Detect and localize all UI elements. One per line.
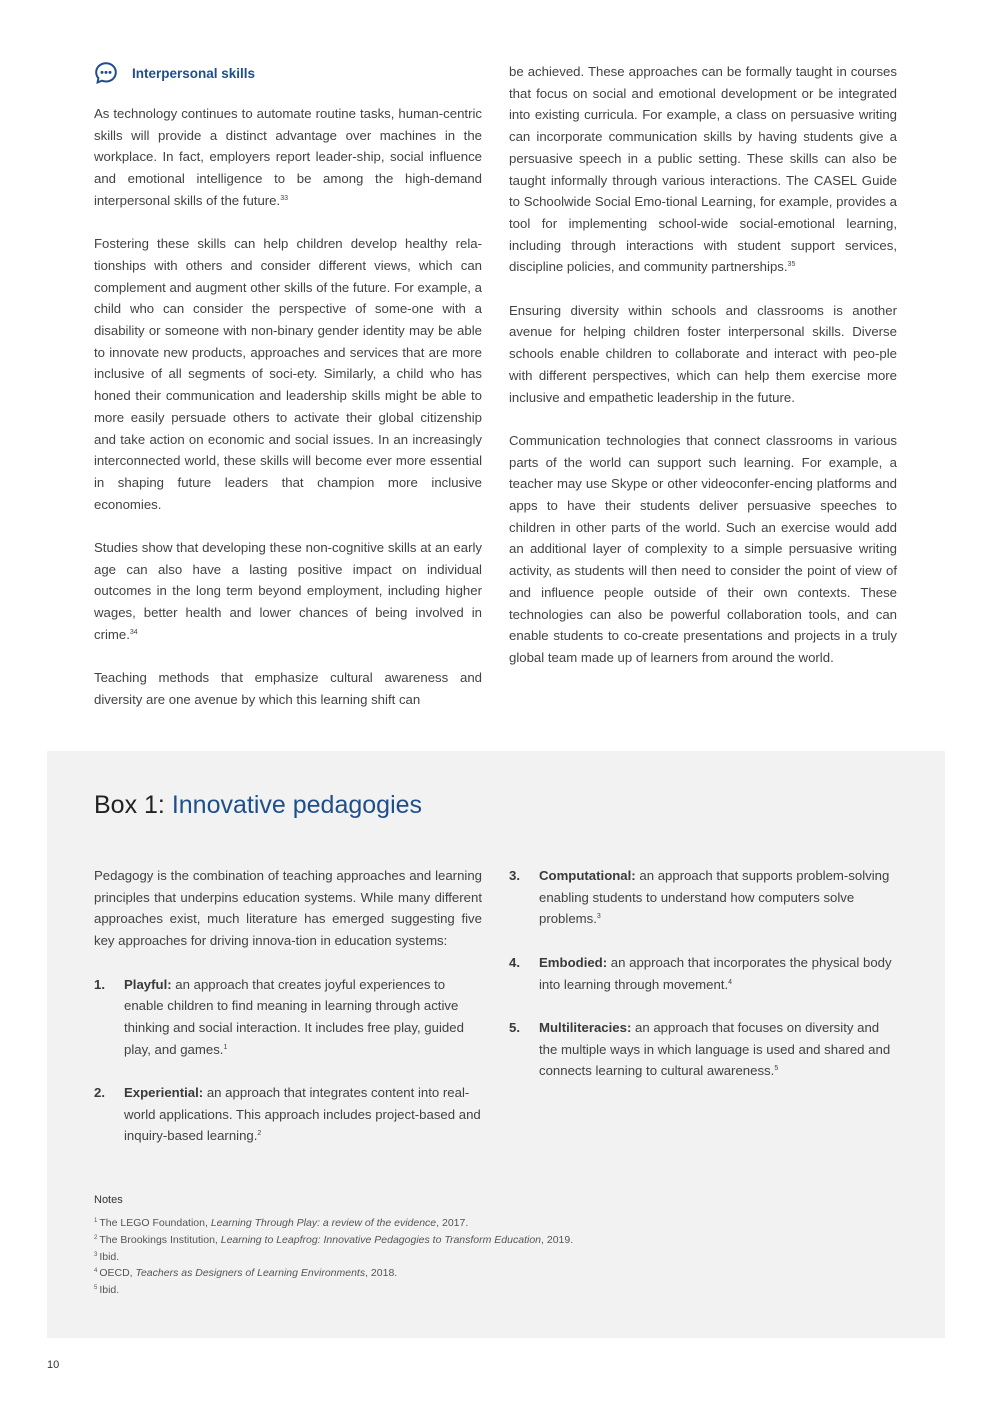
list-item: 2. Experiential: an approach that integrates content into real-world applications. This approach includes project-based and inquiry-based learning.$^2$ [94, 1085, 481, 1144]
paragraph: Teaching methods that emphasize cultural awareness and diversity are one avenue by which this learning shift can [94, 670, 482, 707]
left-column [94, 61, 482, 711]
note-item: $^2$ The Brookings Institution, Learning to Leapfrog: Innovative Pedagogies to Transform Education, 2019. [94, 1233, 574, 1246]
note-item: $^3$ Ibid. [94, 1250, 120, 1263]
list-item: 1. Playful: an approach that creates joyful experiences to enable children to find meaning in learning through active thinking and social interaction. It includes free play, guided play, and games.$^1$ [94, 976, 464, 1057]
note-item: $^4$ OECD, Teachers as Designers of Learning Environments, 2018. [94, 1267, 398, 1280]
paragraph: Fostering these skills can help children develop healthy rela-tionships with others and consider different views, which can complement and augment other skills of the future. For example, a child who can consider the perspective of some-one with a disability or someone with non-binary gender identity may be able to innovate new products, approaches and services that are more inclusive of all segments of soci-ety. Similarly, a child who has honed their communication and leadership skills might be able to more easily persuade others to activate their global citizenship and take action on economic and social issues. In an increasingly interconnected world, these skills will become ever more essential in shaping future leaders that champion more inclusive economies. [94, 236, 482, 512]
section-title: Interpersonal skills [132, 65, 256, 81]
note-item: $^5$ Ibid. [94, 1284, 120, 1297]
box-title: Box 1: Innovative pedagogies [94, 791, 423, 819]
paragraph: be achieved. These approaches can be formally taught in courses that focus on social and emotional development or be integrated into existing curricula. For example, a class on persuasive writing can incorporate communication skills by having students give a persuasive speech in a public setting. These skills can also be taught informally through various interactions. The CASEL Guide to Schoolwide Social Emo-tional Learning, for example, provides a tool for implementing school-wide social-emotional learning, including through interactions with student support services, discipline policies, and community partnerships.$^{35}$ [509, 64, 897, 275]
paragraph: Communication technologies that connect classrooms in various parts of the world can support such learning. For example, a teacher may use Skype or other videoconfer-encing platforms and apps to have their students deliver persuasive speeches to children in other parts of the world. Such an exercise would add an additional layer of complexity to a simple persuasive writing activity, as students will then need to consider the point of view of and influence people outside of their own contexts. These technologies can also be powerful collaboration tools, and can enable students to co-create presentations and projects in a truly global team made up of learners from around the world. [509, 432, 897, 665]
box-left-column [94, 865, 482, 1169]
paragraph: Ensuring diversity within schools and classrooms is another avenue for helping children foster interpersonal skills. Diverse schools enable children to collaborate and interact with peo-ple with different perspectives, which can help them exercise more inclusive and empathetic leadership in the future. [509, 302, 897, 405]
paragraph: As technology continues to automate routine tasks, human-centric skills will provide a distinct advantage over machines in the workplace. In fact, employers report leader-ship, social influence and emotional intelligence to be among the high-demand interpersonal skills of the future.$^{33}$ [94, 106, 482, 208]
right-column [509, 61, 897, 669]
note-item: $^1$ The LEGO Foundation, Learning Through Play: a review of the evidence, 2017. [94, 1217, 469, 1229]
box-right-column [509, 865, 897, 1104]
approach-list [509, 865, 897, 1082]
box-intro: Pedagogy is the combination of teaching approaches and learning principles that underpins education systems. While many different approaches exist, much literature has emerged suggesting five key approaches for driving innova-tion in education systems: [94, 868, 482, 949]
list-item: 3. Computational: an approach that supports problem-solving enabling students to understand how computers solve problems.$^3$ [509, 868, 890, 927]
speech-bubble-icon [94, 61, 118, 85]
list-item: 5. Multiliteracies: an approach that focuses on diversity and the multiple ways in which language is used and shared and connects learning to cultural awareness.$^5$ [509, 1019, 891, 1079]
paragraph: Studies show that developing these non-cognitive skills at an early age can also have a lasting positive impact on individual outcomes in the long term beyond employment, including higher wages, better health and lower chances of being involved in crime.$^{34}$ [94, 540, 482, 642]
info-box [47, 751, 945, 1338]
list-item: 4. Embodied: an approach that incorporates the physical body into learning through movement.$^4$ [509, 954, 892, 992]
approach-list [94, 974, 482, 1148]
notes-heading: Notes [94, 1194, 123, 1206]
page-number: 10 [47, 1359, 60, 1371]
notes [94, 1194, 894, 1299]
section-header [94, 61, 482, 85]
